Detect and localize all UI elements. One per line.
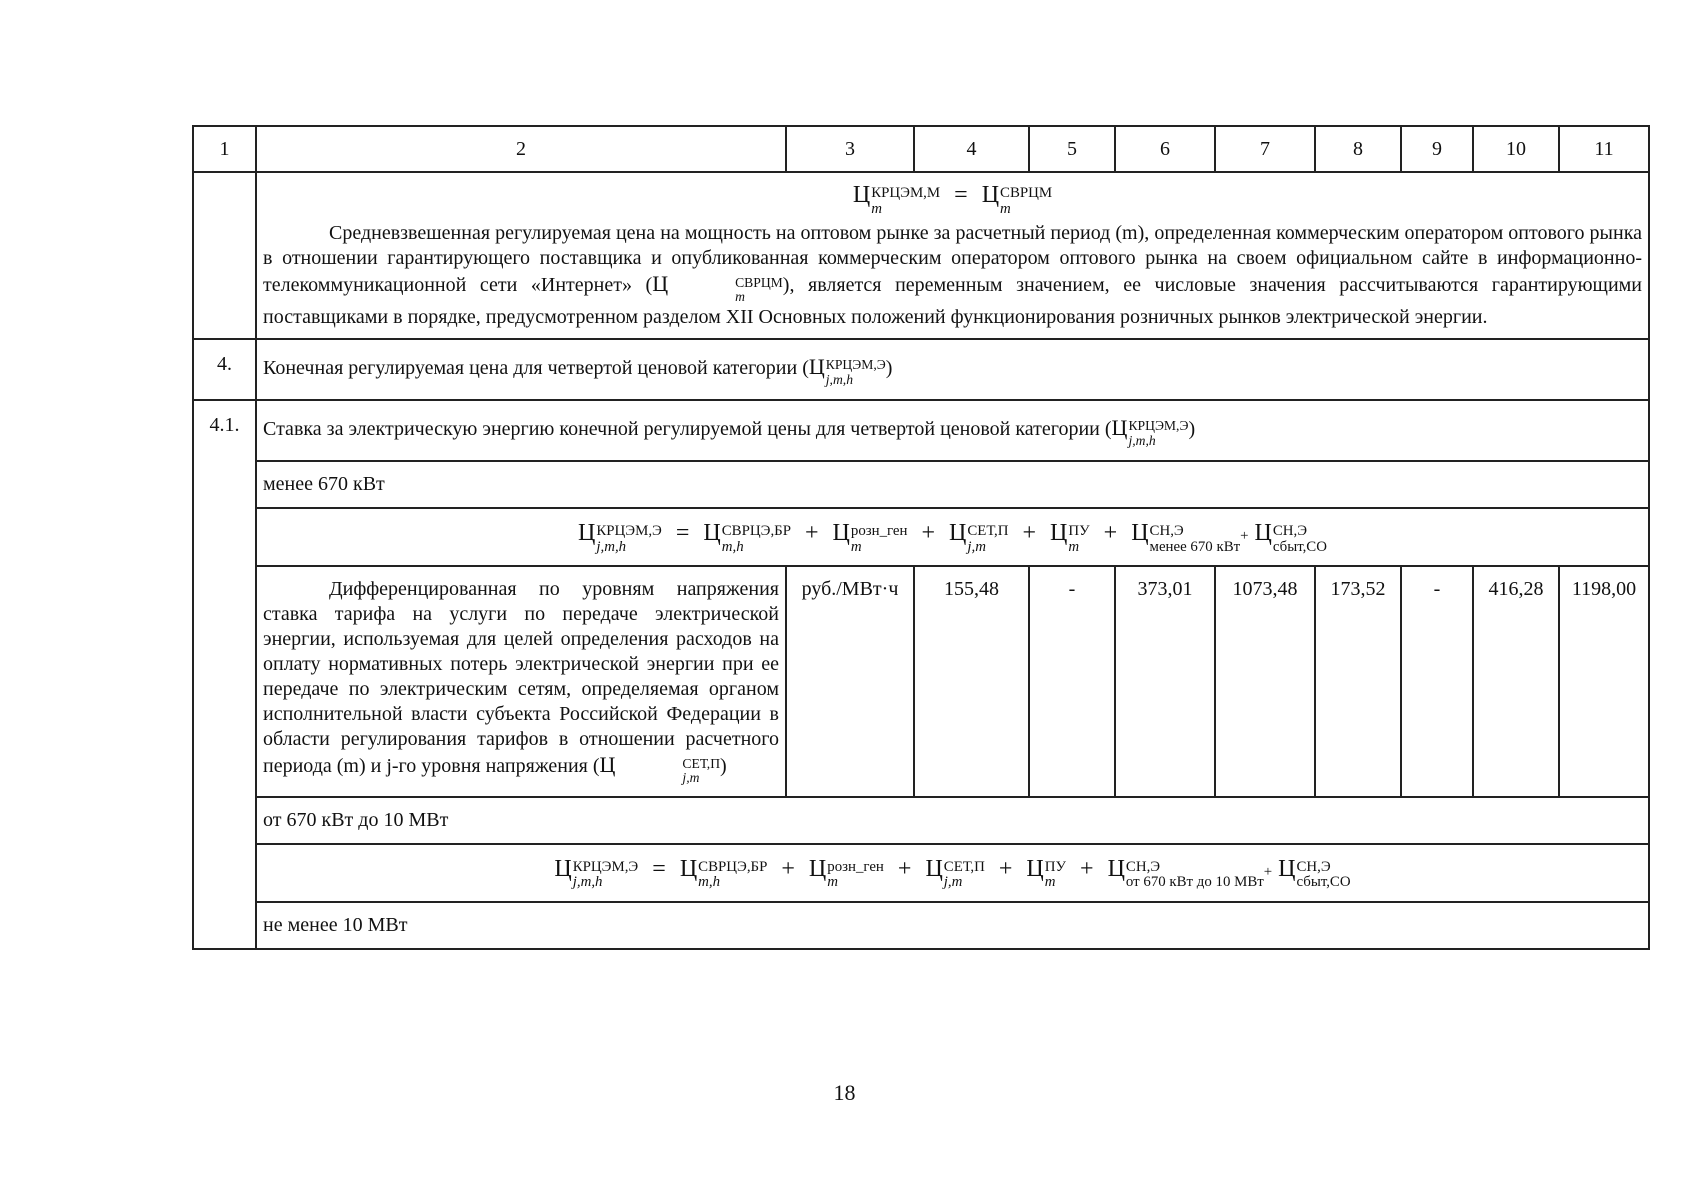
section-4-number: 4.	[193, 339, 256, 400]
tariff-description: Дифференцированная по уровням напряжения ставка тарифа на услуги по передаче электрической энергии, используемая для целей определения расходов на оплату нормативных потерь электрической энергии при ее передаче по электрическим сетям, определяемая органом исполнительной власти субъекта Российской Федерации в области регулирования тарифов в отношении расчетного периода (m) и j-го уровня напряжения (Ц СЕТ,П j,m )	[256, 566, 786, 796]
band-row-not-less-10	[193, 902, 1649, 949]
tariff-table	[192, 125, 1650, 950]
capacity-price-formula: Ц КРЦЭМ,М m = Ц СВРЦМ m	[852, 182, 1053, 217]
tariff-value-col7: 1073,48	[1215, 566, 1315, 796]
tariff-value-col8: 173,52	[1315, 566, 1401, 796]
col-header-5: 5	[1029, 126, 1115, 172]
capacity-price-row	[193, 172, 1649, 339]
capacity-price-cell	[256, 172, 1649, 339]
section-4-1-title: Ставка за электрическую энергию конечной регулируемой цены для четвертой ценовой категории (Ц КРЦЭМ,Э j,m,h )	[256, 400, 1649, 461]
band-label-less-670: менее 670 кВт	[256, 461, 1649, 508]
capacity-index-cell	[193, 172, 256, 339]
section-4-1-row	[193, 400, 1649, 461]
tariff-unit: руб./МВт·ч	[786, 566, 914, 796]
col-header-3: 3	[786, 126, 914, 172]
tariff-value-col10: 416,28	[1473, 566, 1559, 796]
band-label-670-to-10: от 670 кВт до 10 МВт	[256, 797, 1649, 844]
col-header-11: 11	[1559, 126, 1649, 172]
col-header-1: 1	[193, 126, 256, 172]
tariff-value-col5: -	[1029, 566, 1115, 796]
section-4-row	[193, 339, 1649, 400]
section-4-title: Конечная регулируемая цена для четвертой ценовой категории (Ц КРЦЭМ,Э j,m,h )	[256, 339, 1649, 400]
formula-less-670: Ц КРЦЭМ,Э j,m,h = Ц СВРЦЭ,БР m,h + Ц розн_ген m + Ц СЕТ,П j,m + Ц ПУ m + Ц СН,Э менее 670 кВт + Ц СН,Э сбыт,СО	[256, 508, 1649, 566]
tariff-data-row	[193, 566, 1649, 796]
band-label-not-less-10: не менее 10 МВт	[256, 902, 1649, 949]
col-header-8: 8	[1315, 126, 1401, 172]
tariff-value-col4: 155,48	[914, 566, 1029, 796]
col-header-6: 6	[1115, 126, 1215, 172]
tariff-value-col9: -	[1401, 566, 1473, 796]
col-header-10: 10	[1473, 126, 1559, 172]
formula-670-to-10: Ц КРЦЭМ,Э j,m,h = Ц СВРЦЭ,БР m,h + Ц розн_ген m + Ц СЕТ,П j,m + Ц ПУ m + Ц СН,Э от 670 кВт до 10 МВт + Ц СН,Э сбыт,СО	[256, 844, 1649, 902]
col-header-7: 7	[1215, 126, 1315, 172]
formula-row-670-to-10	[193, 844, 1649, 902]
tariff-value-col6: 373,01	[1115, 566, 1215, 796]
formula-row-less-670	[193, 508, 1649, 566]
col-header-2: 2	[256, 126, 786, 172]
col-header-9: 9	[1401, 126, 1473, 172]
band-row-less-670	[193, 461, 1649, 508]
band-row-670-to-10	[193, 797, 1649, 844]
tariff-value-col11: 1198,00	[1559, 566, 1649, 796]
capacity-price-description: Средневзвешенная регулируемая цена на мощность на оптовом рынке за расчетный период (m), определенная коммерческим оператором оптового рынка в отношении гарантирующего поставщика и опубликованная коммерческим оператором оптового рынка на своем официальном сайте в информационно-телекоммуникационной сети «Интернет» (Ц СВРЦМ m ), является переменным значением, ее числовые значения рассчитываются гарантирующими поставщиками в порядке, предусмотренном разделом XII Основных положений функционирования розничных рынков электрической энергии.	[263, 222, 1643, 328]
column-header-row	[193, 126, 1649, 172]
section-4-1-number: 4.1.	[193, 400, 256, 949]
page-number: 18	[833, 1080, 856, 1105]
col-header-4: 4	[914, 126, 1029, 172]
